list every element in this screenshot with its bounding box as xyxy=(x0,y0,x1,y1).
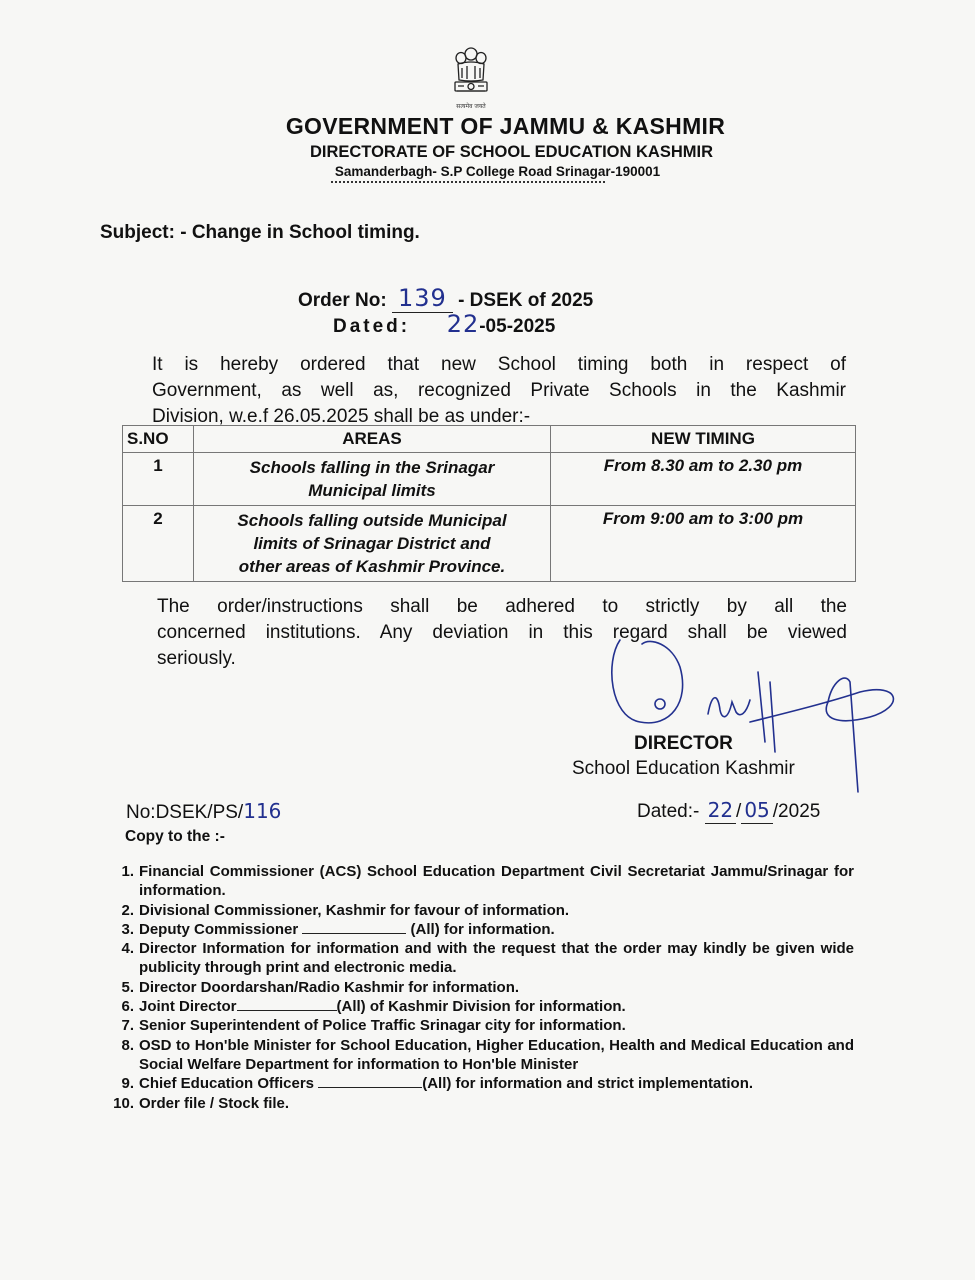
copy-to-label: Copy to the :- xyxy=(125,828,225,845)
list-item-number: 10. xyxy=(113,1094,134,1112)
order-number: 139 xyxy=(397,284,447,312)
list-item-number: 7. xyxy=(121,1017,134,1035)
reference-number-value: 116 xyxy=(243,799,282,823)
dated-label: Dated: xyxy=(333,316,411,337)
order-paragraph-line: It is hereby ordered that new School timing both in respect of xyxy=(152,354,846,375)
list-item xyxy=(108,901,854,920)
signatory-title: DIRECTOR xyxy=(634,733,733,754)
list-item xyxy=(108,1036,854,1075)
reference-date-month: 05 xyxy=(744,798,770,822)
office-address: Samanderbagh- S.P College Road Srinagar-190001 xyxy=(334,164,661,179)
list-item-number: 1. xyxy=(121,863,134,880)
reference-number-label: No:DSEK/PS/ xyxy=(126,802,244,823)
subject-line: Subject: - Change in School timing. xyxy=(100,222,420,243)
order-date-line xyxy=(333,310,555,338)
list-item-number: 4. xyxy=(121,940,134,958)
instruction-paragraph-line: seriously. xyxy=(157,648,236,669)
list-item-text: (All) for information and strict implementation. xyxy=(422,1075,754,1093)
list-item-text: Chief Education Officers xyxy=(139,1075,319,1093)
row-area-line: Schools falling outside Municipal xyxy=(237,511,507,530)
reference-date-label: Dated:- xyxy=(637,801,700,822)
row-area-line: limits of Srinagar District and xyxy=(253,534,491,553)
order-suffix: - DSEK of 2025 xyxy=(458,290,594,311)
list-item-text: Divisional Commissioner, Kashmir for favour of information. xyxy=(139,901,570,919)
row-sno: 1 xyxy=(123,453,194,506)
fill-in-blank xyxy=(237,998,337,1011)
reference-date-day: 22 xyxy=(707,798,734,822)
reference-date: Dated:- 22 / 05 /2025 xyxy=(637,798,821,822)
list-item xyxy=(108,939,854,978)
list-item-text: Senior Superintendent of Police Traffic Srinagar city for information. xyxy=(139,1017,626,1035)
list-item-number: 6. xyxy=(121,998,134,1016)
order-paragraph-line: Division, w.e.f 26.05.2025 shall be as under:- xyxy=(152,406,531,427)
row-area-line: other areas of Kashmir Province. xyxy=(238,557,506,576)
row-sno: 2 xyxy=(123,506,194,582)
row-timing: From 8.30 am to 2.30 pm xyxy=(551,453,856,506)
list-item-text: Deputy Commissioner xyxy=(139,920,303,938)
list-item-text: Director Doordarshan/Radio Kashmir for information. xyxy=(139,978,520,996)
order-number-line xyxy=(298,284,593,313)
list-item-text: Financial Commissioner (ACS) School Education Department Civil Secretariat Jammu/Srinagar for information. xyxy=(139,863,854,900)
table-row xyxy=(123,453,856,506)
order-date-rest: -05-2025 xyxy=(479,316,556,337)
row-area xyxy=(194,506,551,582)
row-area xyxy=(194,453,551,506)
order-label: Order No: xyxy=(298,290,387,311)
table-row xyxy=(123,506,856,582)
timing-table xyxy=(122,425,856,582)
row-timing: From 9:00 am to 3:00 pm xyxy=(551,506,856,582)
list-item-text: (All) for information. xyxy=(406,920,555,938)
list-item xyxy=(108,1016,854,1035)
order-paragraph-line: Government, as well as, recognized Private Schools in the Kashmir xyxy=(152,380,846,401)
list-item-number: 5. xyxy=(121,978,134,996)
list-item xyxy=(108,862,854,901)
directorate-name: DIRECTORATE OF SCHOOL EDUCATION KASHMIR xyxy=(309,143,714,161)
government-title: GOVERNMENT OF JAMMU & KASHMIR xyxy=(285,113,726,139)
column-header-timing: NEW TIMING xyxy=(551,426,856,453)
header-divider xyxy=(331,181,605,183)
list-item xyxy=(108,997,854,1016)
table-header-row xyxy=(123,426,856,453)
list-item-number: 2. xyxy=(121,901,134,919)
column-header-areas: AREAS xyxy=(194,426,551,453)
list-item-number: 8. xyxy=(121,1036,134,1054)
list-item-text: Director Information for information and with the request that the order may kindly be given wide publicity through print and electronic media. xyxy=(139,940,854,977)
row-area-line: Schools falling in the Srinagar xyxy=(249,458,495,477)
column-header-sno: S.NO xyxy=(123,426,194,453)
list-item-number: 3. xyxy=(121,920,134,938)
list-item-text: Order file / Stock file. xyxy=(139,1094,290,1112)
order-date-day: 22 xyxy=(446,310,480,338)
list-item-text: OSD to Hon'ble Minister for School Education, Higher Education, Health and Medical Education and Social Welfare Department for information to Hon'ble Minister xyxy=(139,1036,854,1073)
list-item xyxy=(108,920,854,939)
fill-in-blank xyxy=(302,921,406,934)
fill-in-blank xyxy=(318,1075,422,1088)
list-item-number: 9. xyxy=(121,1075,134,1093)
instruction-paragraph-line: concerned institutions. Any deviation in this regard shall be viewed xyxy=(157,622,847,643)
list-item-text: Joint Director xyxy=(139,998,237,1016)
list-item xyxy=(108,1074,854,1093)
list-item xyxy=(108,978,854,997)
emblem-caption: सत्यमेव जयते xyxy=(456,103,486,110)
list-item-text: (All) of Kashmir Division for information. xyxy=(336,998,626,1016)
copy-to-list xyxy=(108,862,854,1113)
reference-date-year: /2025 xyxy=(772,801,821,822)
signatory-office: School Education Kashmir xyxy=(572,758,795,779)
row-area-line: Municipal limits xyxy=(308,481,436,500)
instruction-paragraph-line: The order/instructions shall be adhered to strictly by all the xyxy=(157,596,847,617)
reference-number xyxy=(126,799,281,824)
list-item xyxy=(108,1094,854,1113)
